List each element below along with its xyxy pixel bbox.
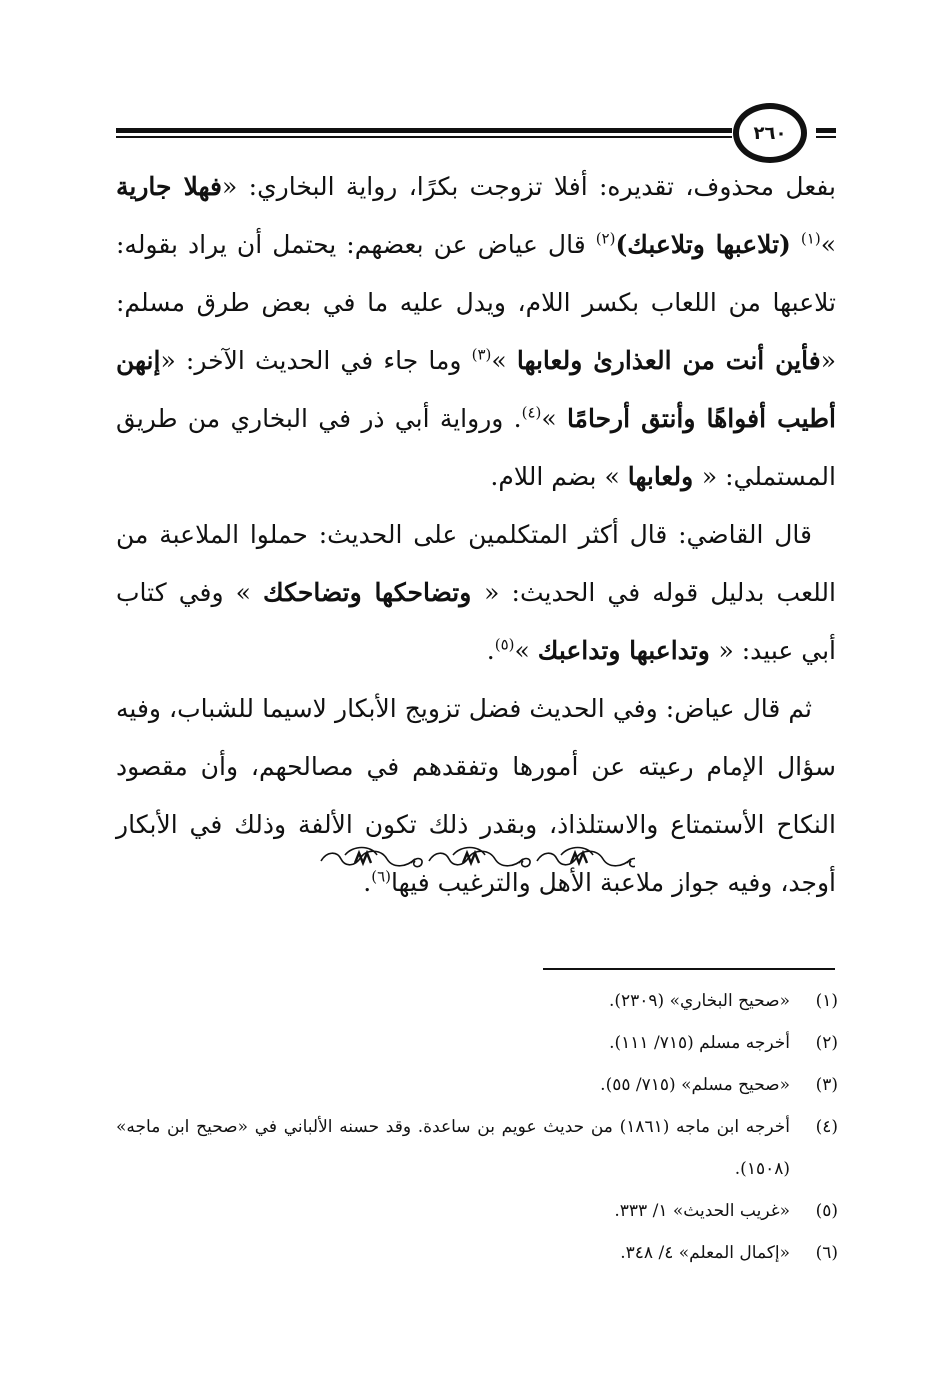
- footnote-number: (٢): [815, 1033, 838, 1053]
- footnote-2: [116, 1022, 838, 1064]
- floral-divider-icon: [0, 838, 949, 878]
- footnote-number: (١): [815, 991, 838, 1011]
- p1-quote-3: فأين أنت من العذارىٰ ولعابها: [516, 346, 821, 375]
- footnote-ref-1[interactable]: (١): [800, 229, 821, 248]
- paragraph-1: [116, 158, 836, 506]
- p1-text-1: بفعل محذوف، تقديره: أفلا تزوجت بكرًا، رواية البخاري: «: [222, 172, 836, 201]
- footnote-number: (٦): [815, 1243, 838, 1263]
- footnote-5: [116, 1190, 838, 1232]
- p1-quote-4: إنهن أطيب أفواهًا وأنتق أرحامًا: [116, 346, 836, 433]
- p1-text-5: »: [491, 346, 517, 375]
- header-rule-right-thin: [816, 136, 836, 138]
- p1-text-7: »: [541, 404, 567, 433]
- footnote-number: (٥): [815, 1201, 838, 1221]
- footnotes: [116, 980, 838, 1274]
- page-header: [0, 95, 949, 165]
- footnote-separator: [543, 968, 835, 970]
- p2-text-1: قال القاضي: قال أكثر المتكلمين على الحديث: حملوا الملاعبة من اللعب بدليل قوله في الحديث: «: [116, 520, 836, 607]
- footnote-text: أخرجه ابن ماجه (١٨٦١) من حديث عويم بن ساعدة. وقد حسنه الألباني في «صحيح ابن ماجه» (١٥٠٨).: [116, 1117, 790, 1179]
- main-text: [116, 158, 836, 912]
- page-number: ٢٦٠: [753, 122, 787, 144]
- footnote-ref-2[interactable]: (٢): [595, 229, 616, 248]
- footnote-ref-3[interactable]: (٣): [471, 345, 492, 364]
- footnote-text: «غريب الحديث» ١/ ٣٣٣.: [614, 1201, 790, 1221]
- p2-text-3: »: [514, 636, 538, 665]
- p1-text-3: [791, 230, 801, 259]
- footnote-text: «صحيح البخاري» (٢٣٠٩).: [608, 991, 790, 1011]
- p2-quote-1: وتضاحكها وتضاحكك: [263, 578, 485, 607]
- p1-text-4: قال عياض عن بعضهم: يحتمل أن يراد بقوله: تلاعبها من اللعاب بكسر اللام، ويدل عليه ما في بعض طرق مسلم: «: [116, 230, 836, 375]
- footnote-1: [116, 980, 838, 1022]
- footnote-number: (٣): [815, 1075, 838, 1095]
- p2-quote-2: وتداعبها وتداعبك: [537, 636, 719, 665]
- footnote-text: «إكمال المعلم» ٤/ ٣٤٨.: [620, 1243, 790, 1263]
- p2-text-2: » وفي كتاب أبي عبيد: «: [116, 578, 836, 665]
- footnote-ref-4[interactable]: (٤): [521, 403, 542, 422]
- footnote-6: [116, 1232, 838, 1274]
- footnote-number: (٤): [815, 1117, 838, 1137]
- p3-text-1: ثم قال عياض: وفي الحديث فضل تزويج الأبكار لاسيما للشباب، وفيه سؤال الإمام رعيته عن أمورها وتفقدهم في مصالحهم، وأن مقصود النكاح الأستمتاع والاستلذاذ، وبقدر ذلك تكون الألفة وذلك في الأبكار أوجد، وفيه جواز ملاعبة الأهل والترغيب فيها: [116, 694, 836, 897]
- footnote-ref-6[interactable]: (٦): [371, 867, 392, 886]
- footnote-text: أخرجه مسلم (٧١٥/ ١١١).: [609, 1033, 790, 1053]
- p3-text-2: .: [363, 868, 372, 897]
- p1-quote-5: ولعابها: [627, 462, 702, 491]
- header-rule-right-thick: [816, 128, 836, 133]
- footnote-ref-5[interactable]: (٥): [494, 635, 515, 654]
- header-rule-left-thick: [116, 128, 732, 133]
- page-number-badge: [733, 103, 807, 163]
- p1-text-8: . ورواية أبي ذر في البخاري من طريق المستملي: «: [116, 404, 836, 491]
- p1-text-9: » بضم اللام.: [490, 462, 628, 491]
- footnote-4: [116, 1106, 838, 1190]
- p1-quote-2: (تلاعبها وتلاعبك): [615, 230, 791, 259]
- footnote-3: [116, 1064, 838, 1106]
- p1-text-2: »: [820, 230, 836, 259]
- p1-text-6: وما جاء في الحديث الآخر: «: [160, 346, 472, 375]
- footnote-text: «صحيح مسلم» (٧١٥/ ٥٥).: [600, 1075, 790, 1095]
- p2-text-4: .: [486, 636, 495, 665]
- header-rule-left-thin: [116, 136, 732, 138]
- p1-quote-1: فهلا جارية: [116, 172, 223, 201]
- paragraph-2: [116, 506, 836, 680]
